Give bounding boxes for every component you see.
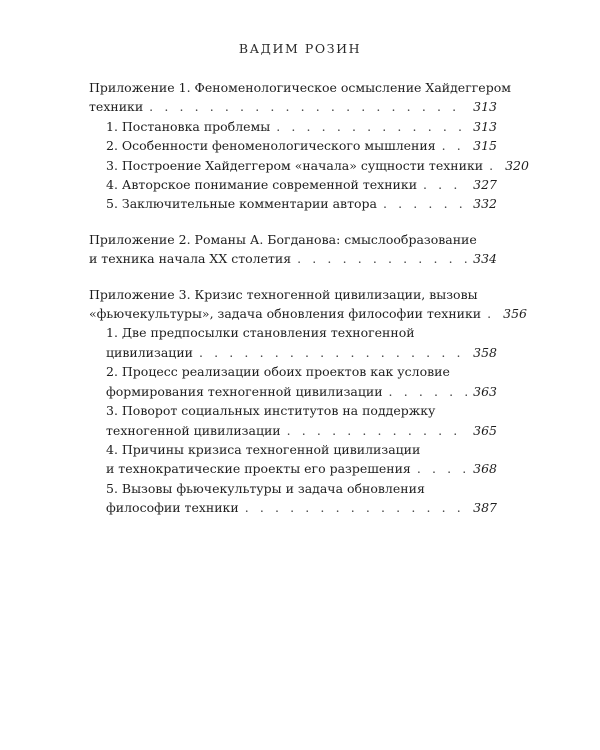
dot-leader: [423, 175, 467, 194]
toc-entry-title: Приложение 2. Романы А. Богданова: смыслообразование: [89, 231, 477, 247]
toc-section-appendix-1: [89, 78, 529, 214]
toc-subentry-title: 2. Особенности феноменологического мышления: [106, 138, 436, 154]
dot-leader: [245, 498, 467, 517]
toc-page-number: 356: [503, 306, 527, 322]
toc-subentry-title: 3. Поворот социальных институтов на поддержку: [106, 403, 436, 419]
toc-subentry: [89, 421, 497, 440]
toc-section-appendix-3: [89, 285, 527, 518]
toc-subentry: [89, 362, 497, 381]
toc-subentry-title: 5. Вызовы фьючекультуры и задача обновления: [106, 480, 425, 496]
toc-entry-line: [89, 78, 511, 97]
toc-subentry-title: философии техники: [106, 500, 239, 516]
dot-leader: [389, 382, 468, 401]
toc-entry-title: техники: [89, 99, 144, 115]
dot-leader: [417, 459, 467, 478]
toc-page-number: 327: [473, 177, 497, 193]
toc-subentry-title: 5. Заключительные комментарии автора: [106, 196, 377, 212]
toc-subentry: [89, 136, 497, 155]
toc-subentry-title: 1. Две предпосылки становления техногенной: [106, 325, 415, 341]
toc-subentry: [89, 479, 497, 498]
dot-leader: [276, 117, 467, 136]
toc-subentry-title: цивилизации: [106, 344, 193, 360]
toc-subentry-title: формирования техногенной цивилизации: [106, 383, 383, 399]
toc-page-number: 368: [473, 461, 497, 477]
toc-page-number: 332: [473, 196, 497, 212]
toc-page-number: 313: [473, 118, 497, 134]
toc-subentry: [89, 498, 497, 517]
toc-page-number: 365: [473, 422, 497, 438]
toc-subentry: [89, 156, 529, 175]
toc-entry-line: [89, 97, 497, 116]
toc-subentry: [89, 459, 497, 478]
toc-entry-title: Приложение 1. Феноменологическое осмысление Хайдеггером: [89, 80, 511, 95]
toc-subentry-title: 3. Построение Хайдеггером «начала» сущности техники: [106, 157, 484, 173]
dot-leader: [297, 249, 467, 268]
toc-page-number: 334: [473, 251, 497, 267]
toc-subentry-title: 4. Причины кризиса техногенной цивилизации: [106, 441, 421, 457]
dot-leader: [489, 156, 499, 175]
running-head: ВАДИМ РОЗИН: [238, 41, 362, 56]
dot-leader: [199, 343, 467, 362]
toc-subentry: [89, 323, 497, 342]
table-of-contents: [89, 78, 529, 518]
dot-leader: [442, 136, 468, 155]
toc-subentry-title: и технократические проекты его разрешения: [106, 461, 411, 477]
toc-section-appendix-2: [89, 230, 497, 269]
toc-page-number: 315: [473, 138, 497, 154]
toc-page-number: 387: [473, 500, 497, 516]
dot-leader: [287, 421, 468, 440]
toc-subentry: [89, 175, 497, 194]
toc-page-number: 320: [505, 157, 529, 173]
toc-entry-line: [89, 249, 497, 268]
toc-page-number: 363: [473, 383, 497, 399]
toc-subentry-title: 1. Постановка проблемы: [106, 118, 271, 134]
toc-entry-title: Приложение 3. Кризис техногенной цивилизации, вызовы: [89, 286, 478, 302]
toc-entry-line: [89, 304, 527, 323]
toc-subentry: [89, 343, 497, 362]
toc-subentry: [89, 382, 497, 401]
toc-entry-title: «фьючекультуры», задача обновления философии техники: [89, 306, 482, 322]
toc-entry-title: и техника начала XX столетия: [89, 251, 292, 267]
toc-page-number: 358: [473, 344, 497, 360]
toc-page-number: 313: [473, 99, 497, 115]
toc-entry-line: [89, 230, 497, 249]
toc-entry-line: [89, 285, 497, 304]
toc-subentry-title: 2. Процесс реализации обоих проектов как условие: [106, 364, 450, 380]
toc-subentry: [89, 117, 497, 136]
toc-subentry: [89, 401, 497, 420]
dot-leader: [487, 304, 497, 323]
toc-subentry: [89, 440, 497, 459]
toc-subentry-title: техногенной цивилизации: [106, 422, 281, 438]
dot-leader: [383, 194, 467, 213]
toc-subentry: [89, 194, 497, 213]
dot-leader: [149, 97, 467, 116]
toc-subentry-title: 4. Авторское понимание современной техники: [106, 177, 418, 193]
